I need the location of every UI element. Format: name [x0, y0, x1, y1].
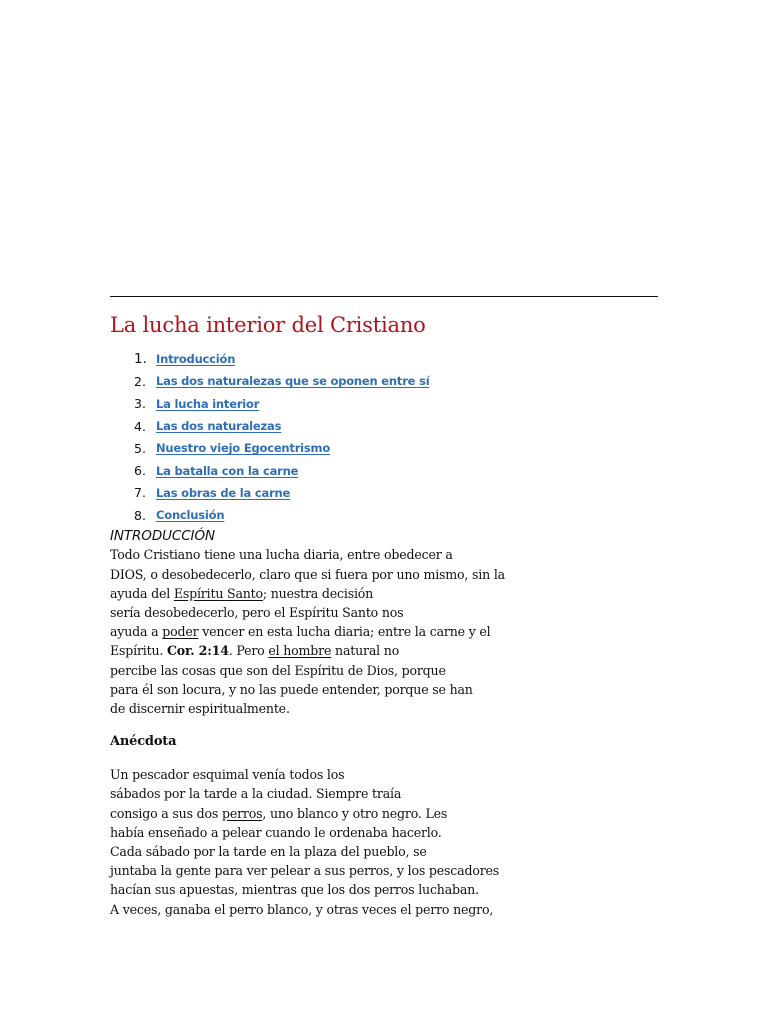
toc-number: 8.: [134, 507, 146, 523]
espiritu-santo-link[interactable]: Espíritu Santo: [173, 585, 263, 601]
perros-link[interactable]: perros: [221, 805, 263, 821]
anecdote-line: hacían sus apuestas, mientras que los dos perros luchaban.: [110, 882, 479, 898]
anecdote-line: había enseñado a pelear cuando le ordenaba hacerlo.: [110, 824, 442, 840]
intro-line: DIOS, o desobedecerlo, claro que si fuera por uno mismo, sin la: [110, 566, 505, 582]
toc-number: 5.: [134, 440, 146, 456]
poder-link[interactable]: poder: [162, 624, 199, 640]
intro-line: ayuda a poder vencer en esta lucha diaria; entre la carne y el: [110, 624, 491, 640]
bible-reference: Cor. 2:14: [166, 643, 229, 659]
horizontal-rule: [110, 296, 658, 297]
intro-line: Espíritu. Cor. 2:14. Pero el hombre natural no: [110, 643, 400, 659]
anecdote-line: sábados por la tarde a la ciudad. Siempre traía: [110, 786, 402, 802]
toc-link-dos-naturalezas-oponen[interactable]: Las dos naturalezas que se oponen entre sí: [156, 374, 430, 389]
toc-number: 4.: [134, 418, 146, 434]
toc-number: 1.: [134, 351, 147, 368]
toc-number: 2.: [134, 373, 146, 389]
intro-line: percibe las cosas que son del Espíritu de Dios, porque: [110, 662, 446, 678]
toc-item: [110, 393, 658, 415]
intro-heading: INTRODUCCIÓN: [110, 528, 215, 545]
toc-link-lucha-interior[interactable]: La lucha interior: [156, 396, 260, 411]
document-page: [110, 296, 658, 919]
toc-item: [110, 482, 658, 504]
intro-line: Todo Cristiano tiene una lucha diaria, entre obedecer a: [110, 547, 453, 563]
anecdote-line: A veces, ganaba el perro blanco, y otras veces el perro negro,: [110, 901, 494, 917]
el-hombre-link[interactable]: el hombre: [268, 643, 332, 659]
intro-line: ayuda del Espíritu Santo; nuestra decisión: [110, 585, 374, 601]
toc-number: 3.: [134, 396, 146, 412]
anecdote-paragraph: [110, 765, 658, 919]
page-title: La lucha interior del Cristiano: [110, 313, 426, 337]
toc-item: [110, 415, 658, 437]
anecdote-line: Un pescador esquimal venía todos los: [110, 767, 345, 783]
toc-item: [110, 348, 658, 370]
toc-link-introduccion[interactable]: Introducción: [156, 352, 236, 367]
intro-paragraph: [110, 545, 658, 718]
anecdote-line: Cada sábado por la tarde en la plaza del pueblo, se: [110, 844, 427, 860]
anecdote-line: consigo a sus dos perros, uno blanco y otro negro. Les: [110, 805, 448, 821]
toc-item: [110, 437, 658, 459]
anecdote-line: juntaba la gente para ver pelear a sus perros, y los pescadores: [110, 863, 500, 879]
toc-number: 6.: [134, 463, 146, 479]
intro-line: para él son locura, y no las puede entender, porque se han: [110, 681, 473, 697]
table-of-contents: [110, 348, 658, 526]
toc-item: [110, 459, 658, 481]
intro-line: de discernir espiritualmente.: [110, 701, 290, 716]
toc-link-viejo-egocentrismo[interactable]: Nuestro viejo Egocentrismo: [156, 441, 331, 456]
toc-link-batalla-carne[interactable]: La batalla con la carne: [156, 463, 299, 478]
toc-link-conclusion[interactable]: Conclusión: [156, 508, 225, 523]
toc-link-obras-carne[interactable]: Las obras de la carne: [156, 485, 291, 500]
toc-item: [110, 370, 658, 392]
anecdote-heading: Anécdota: [110, 734, 177, 750]
intro-line: sería desobedecerlo, pero el Espíritu Santo nos: [110, 604, 404, 620]
toc-link-dos-naturalezas[interactable]: Las dos naturalezas: [156, 419, 282, 434]
toc-number: 7.: [134, 485, 146, 501]
toc-item: [110, 504, 658, 526]
